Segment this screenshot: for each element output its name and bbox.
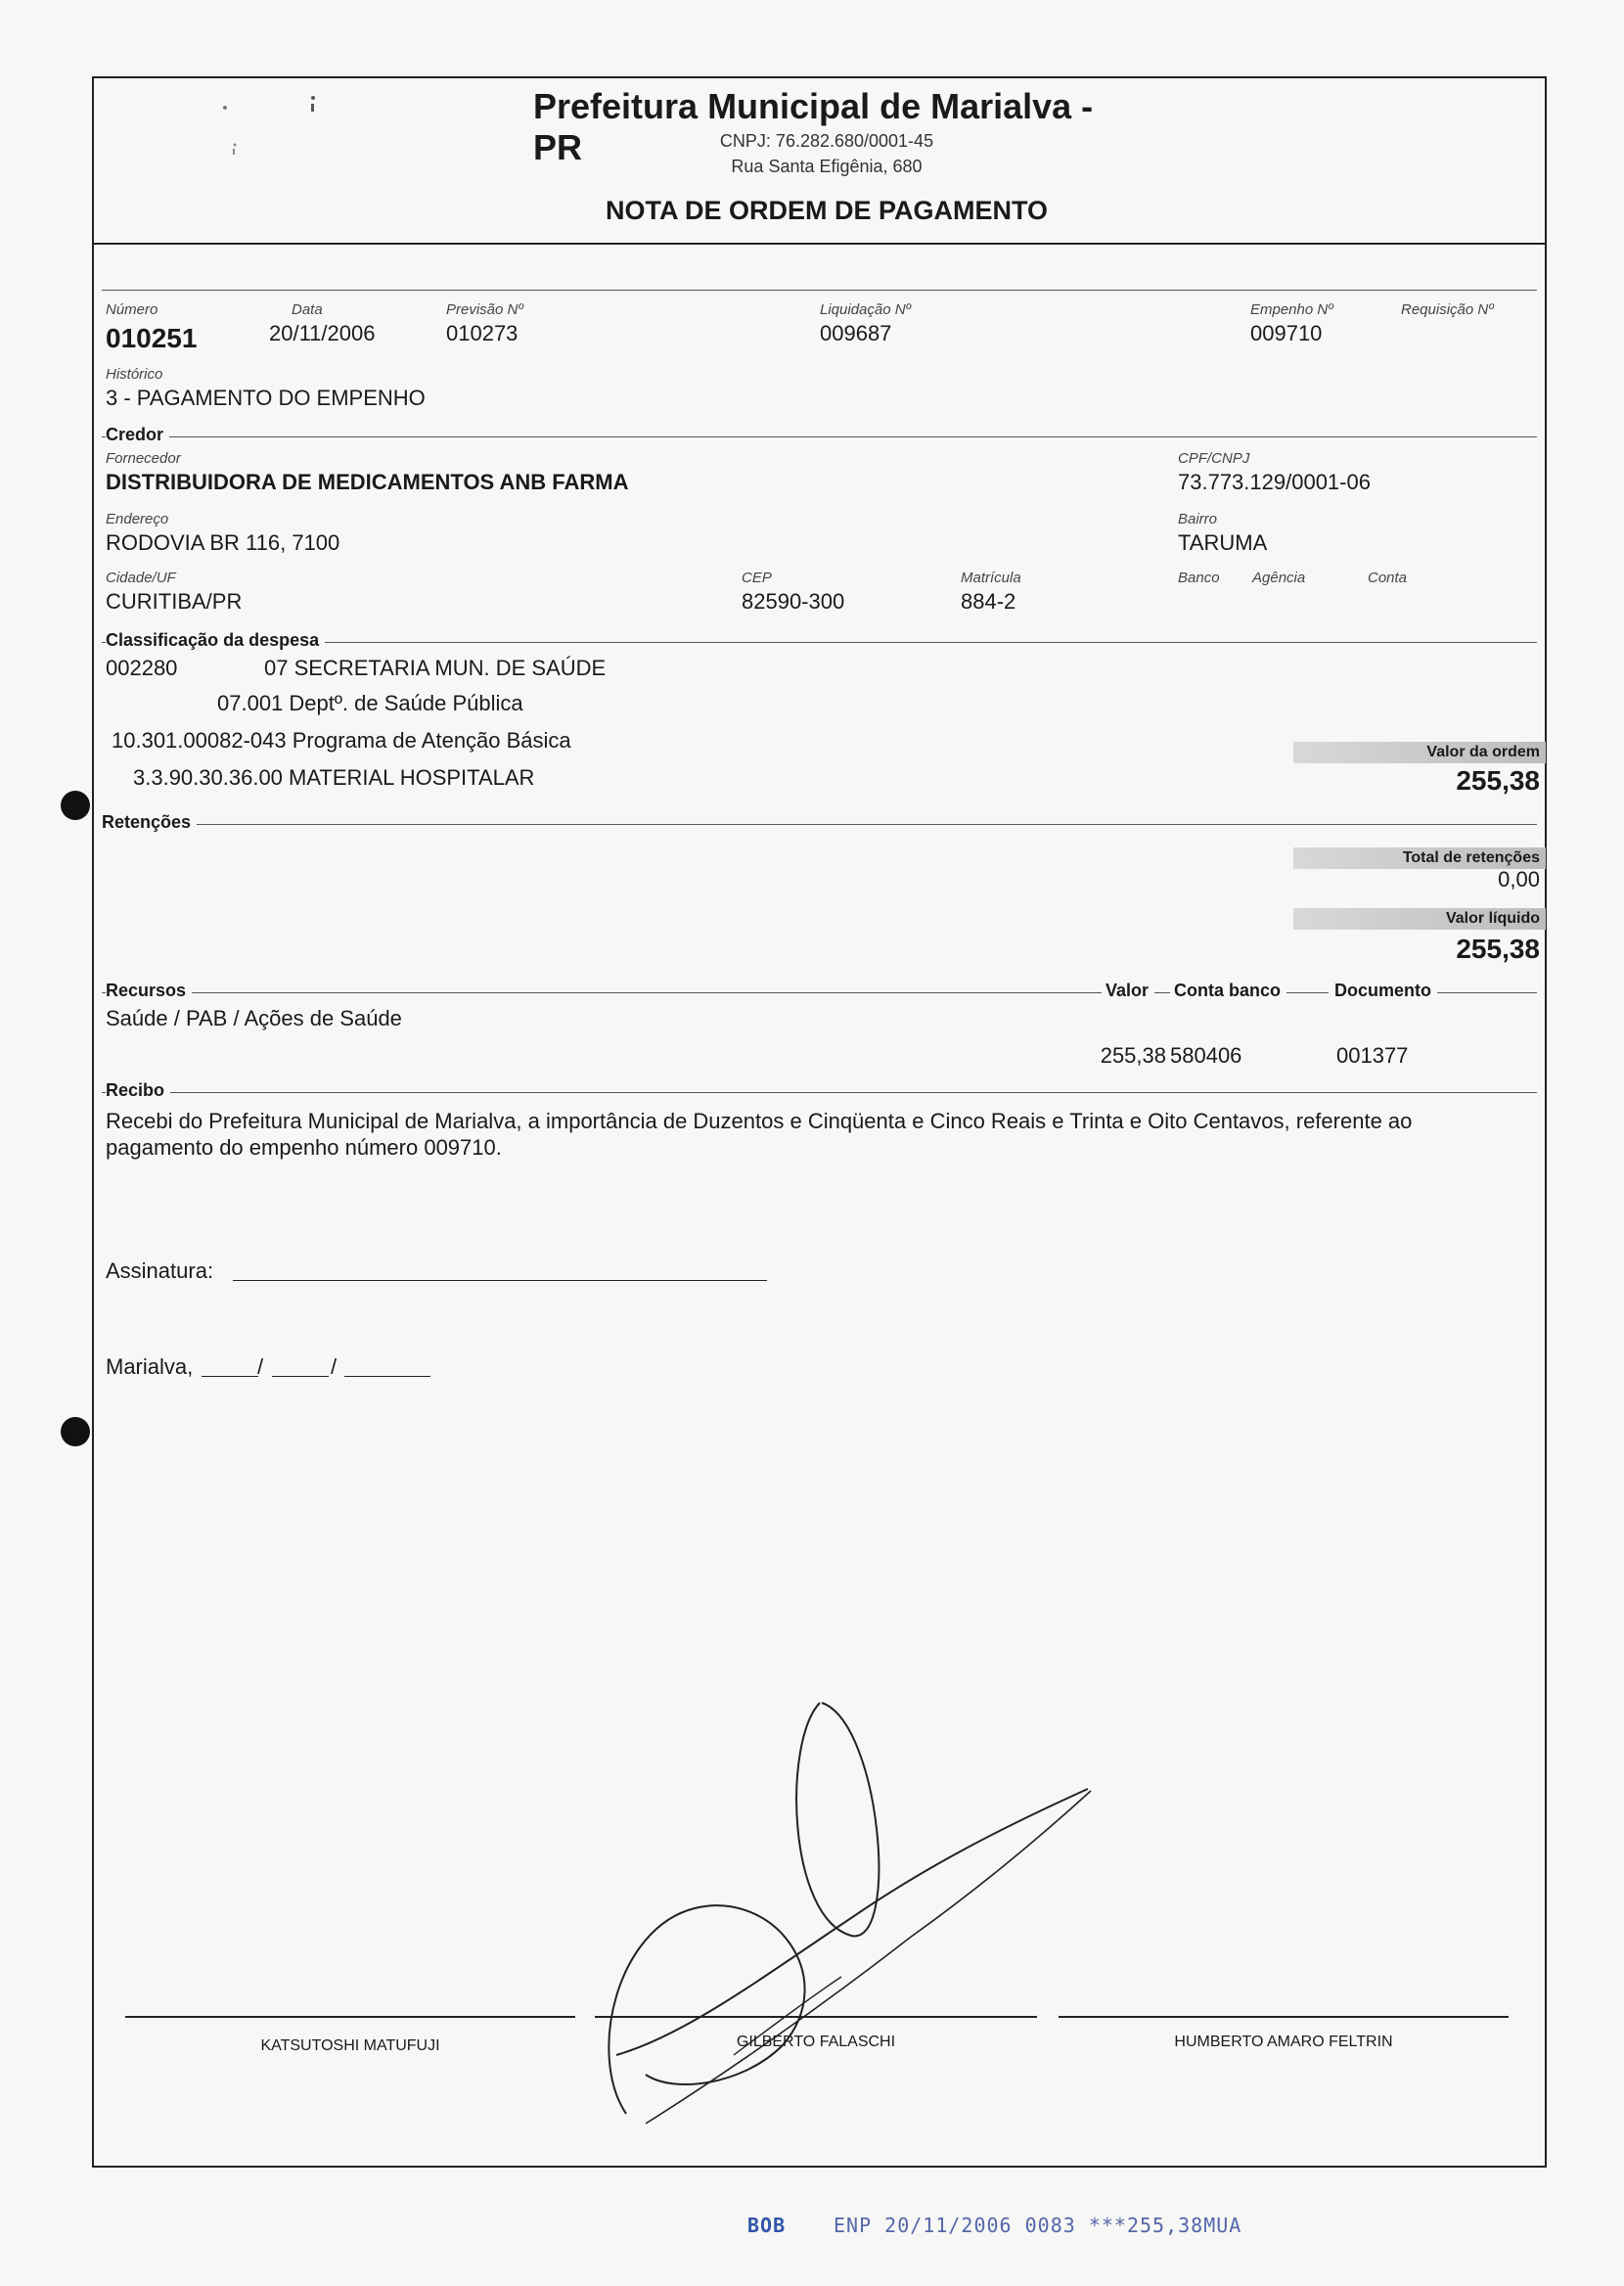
cnpj-line: CNPJ: 76.282.680/0001-45 — [719, 131, 934, 151]
assinatura-label: Assinatura: — [106, 1258, 214, 1283]
historico-label: Histórico — [106, 366, 163, 383]
empenho-value: 009710 — [1250, 321, 1323, 345]
recursos-valor: 255,38 — [1100, 1043, 1166, 1068]
classificacao-departamento: 07.001 Deptº. de Saúde Pública — [217, 691, 523, 715]
empenho-label: Empenho Nº — [1250, 301, 1333, 318]
header-divider — [92, 243, 1547, 245]
recibo-text: Recebi do Prefeitura Municipal de Marialva, a importância de Duzentos e Cinqüenta e Cinco Reais e Trinta e Oito Centavos, referente ao pagamento do empenho número 009710. — [106, 1109, 1413, 1160]
historico-value: 3 - PAGAMENTO DO EMPENHO — [106, 386, 426, 410]
data-label: Data — [292, 301, 323, 318]
conta-label: Conta — [1368, 570, 1408, 586]
endereco-label: Endereço — [106, 511, 169, 527]
valor-liquido-value: 255,38 — [1456, 934, 1540, 964]
signatory-1: KATSUTOSHI MATUFUJI — [260, 2037, 440, 2054]
valor-ordem-value: 255,38 — [1456, 765, 1540, 796]
signature-line-1 — [125, 2016, 575, 2018]
recursos-conta-header: Conta banco — [1170, 981, 1286, 1001]
agencia-label: Agência — [1252, 570, 1306, 586]
matricula-value: 884-2 — [961, 589, 1016, 614]
fornecedor-value: DISTRIBUIDORA DE MEDICAMENTOS ANB FARMA — [106, 470, 629, 494]
bairro-label: Bairro — [1178, 511, 1218, 527]
bairro-value: TARUMA — [1178, 530, 1268, 555]
banco-label: Banco — [1178, 570, 1220, 586]
credor-section-title: Credor — [106, 425, 169, 445]
retencoes-section-title: Retenções — [102, 812, 197, 833]
signatory-3: HUMBERTO AMARO FELTRIN — [1174, 2034, 1393, 2050]
top-rule — [102, 290, 1537, 291]
classificacao-section-title: Classificação da despesa — [106, 630, 325, 651]
assinatura-line — [233, 1280, 767, 1281]
classificacao-code: 002280 — [106, 656, 178, 680]
bank-stamp-logo: BOB — [747, 2214, 787, 2237]
bank-stamp-text: ENP 20/11/2006 0083 ***255,38MUA — [834, 2214, 1242, 2237]
recursos-documento-header: Documento — [1329, 981, 1437, 1001]
punch-hole-top — [61, 791, 90, 820]
classificacao-programa: 10.301.00082-043 Programa de Atenção Básica — [112, 728, 571, 753]
valor-liquido-label-box — [1293, 908, 1546, 930]
numero-label: Número — [106, 301, 158, 318]
date-year-line — [344, 1376, 430, 1377]
municipal-crest-icon — [205, 86, 333, 174]
document-title: NOTA DE ORDEM DE PAGAMENTO — [605, 196, 1048, 225]
valor-liquido-label: Valor líquido — [1445, 910, 1540, 927]
recursos-rule — [102, 992, 1537, 993]
recibo-rule — [102, 1092, 1537, 1093]
cpf-value: 73.773.129/0001-06 — [1178, 470, 1371, 494]
recursos-descricao: Saúde / PAB / Ações de Saúde — [106, 1006, 402, 1030]
cidade-label: Cidade/UF — [106, 570, 176, 586]
date-separator-1: / — [257, 1354, 264, 1379]
valor-ordem-label: Valor da ordem — [1426, 744, 1540, 760]
classificacao-secretaria: 07 SECRETARIA MUN. DE SAÚDE — [264, 656, 607, 680]
signature-line-3 — [1059, 2016, 1509, 2018]
total-retencoes-label: Total de retenções — [1402, 849, 1540, 866]
credor-rule — [102, 436, 1537, 437]
data-value: 20/11/2006 — [269, 321, 376, 345]
date-separator-2: / — [331, 1354, 338, 1379]
recursos-section-title: Recursos — [106, 981, 192, 1001]
recursos-valor-header: Valor — [1102, 981, 1154, 1001]
total-retencoes-label-box — [1293, 847, 1546, 869]
retencoes-rule — [102, 824, 1537, 825]
total-retencoes-value: 0,00 — [1498, 867, 1540, 892]
requisicao-label: Requisição Nº — [1401, 301, 1494, 318]
punch-hole-bottom — [61, 1417, 90, 1446]
address-line: Rua Santa Efigênia, 680 — [731, 157, 923, 176]
handwritten-signature — [587, 1683, 1115, 2133]
signatory-2: GILBERTO FALASCHI — [736, 2034, 896, 2050]
endereco-value: RODOVIA BR 116, 7100 — [106, 530, 340, 555]
fornecedor-label: Fornecedor — [106, 450, 181, 467]
previsao-value: 010273 — [446, 321, 519, 345]
cpf-label: CPF/CNPJ — [1178, 450, 1250, 467]
recibo-section-title: Recibo — [106, 1080, 170, 1101]
municipality-title: Prefeitura Municipal de Marialva - PR — [533, 86, 1094, 167]
cep-value: 82590-300 — [742, 589, 845, 614]
liquidacao-value: 009687 — [820, 321, 892, 345]
classificacao-elemento: 3.3.90.30.36.00 MATERIAL HOSPITALAR — [133, 765, 535, 790]
recursos-documento: 001377 — [1336, 1043, 1409, 1068]
previsao-label: Previsão Nº — [446, 301, 523, 318]
valor-ordem-label-box — [1293, 742, 1546, 763]
cep-label: CEP — [742, 570, 772, 586]
liquidacao-label: Liquidação Nº — [820, 301, 912, 318]
date-month-line — [272, 1376, 329, 1377]
numero-value: 010251 — [106, 323, 198, 353]
recursos-conta: 580406 — [1170, 1043, 1242, 1068]
signature-line-2 — [595, 2016, 1037, 2018]
matricula-label: Matrícula — [961, 570, 1021, 586]
date-day-line — [202, 1376, 258, 1377]
cidade-value: CURITIBA/PR — [106, 589, 243, 614]
local-label: Marialva, — [106, 1354, 194, 1379]
